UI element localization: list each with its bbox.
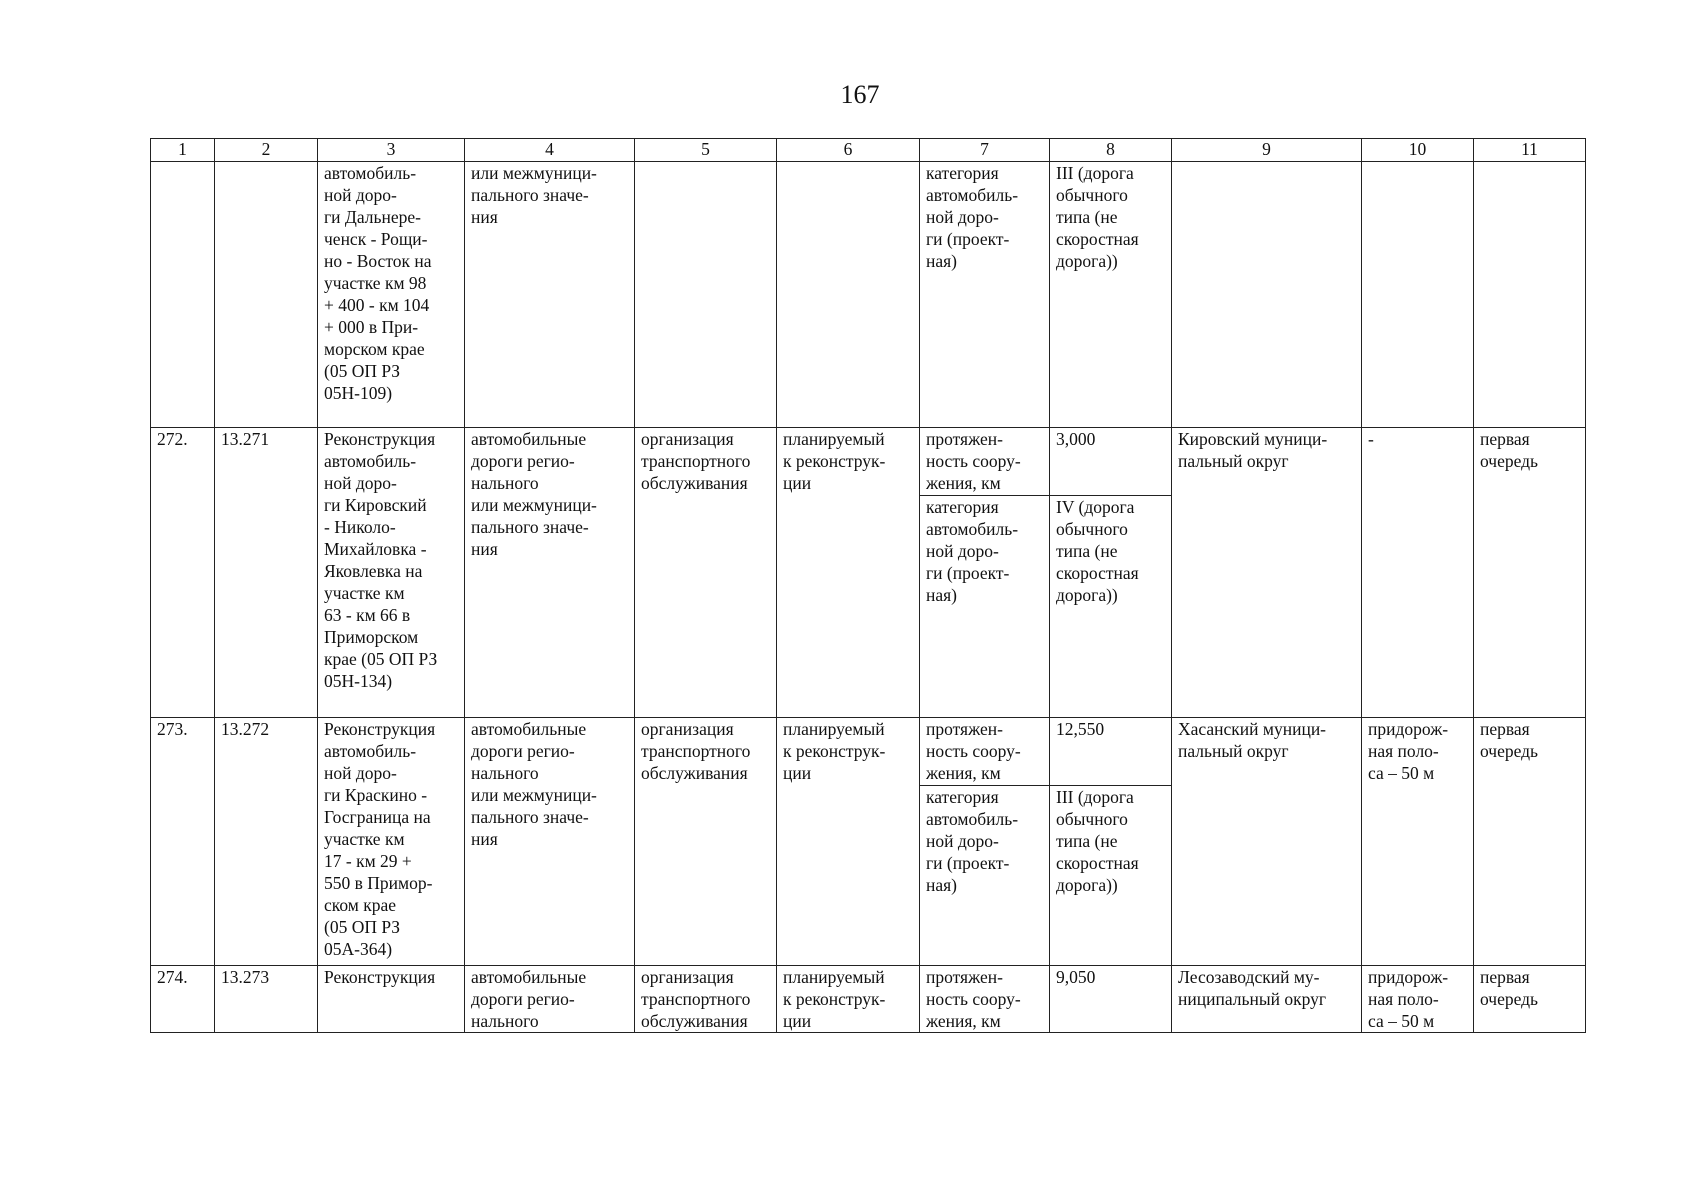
characteristic-value-cell: 12,550 [1050, 718, 1172, 786]
object-name-cell: Реконструкция автомобиль- ной доро- ги Краскино - Госграница на участке км 17 - км 29 + 550 в Примор- ском крае (05 ОП РЗ 05А-364) [318, 718, 465, 966]
stage-cell [1474, 162, 1586, 428]
characteristic-name-cell: категория автомобиль- ной доро- ги (проект- ная) [920, 786, 1050, 966]
stage-cell: первая очередь [1474, 718, 1586, 966]
characteristic-name-cell: протяжен- ность соору- жения, км [920, 428, 1050, 496]
object-type-cell: или межмуници- пального значе- ния [465, 162, 635, 428]
zone-cell: - [1362, 428, 1474, 718]
row-number-cell [151, 162, 215, 428]
characteristic-value-cell: 9,050 [1050, 966, 1172, 1033]
characteristic-name-cell: категория автомобиль- ной доро- ги (проект- ная) [920, 496, 1050, 718]
zone-cell: придорож- ная поло- са – 50 м [1362, 718, 1474, 966]
column-number: 9 [1172, 139, 1362, 162]
status-cell: планируемый к реконструк- ции [777, 966, 920, 1033]
object-type-cell: автомобильные дороги регио- нального или межмуници- пального значе- ния [465, 718, 635, 966]
stage-cell: первая очередь [1474, 428, 1586, 718]
characteristic-value-cell: IV (дорога обычного типа (не скоростная дорога)) [1050, 496, 1172, 718]
column-number: 5 [635, 139, 777, 162]
status-cell: планируемый к реконструк- ции [777, 428, 920, 718]
object-name-cell: Реконструкция [318, 966, 465, 1033]
purpose-cell: организация транспортного обслуживания [635, 718, 777, 966]
object-type-cell: автомобильные дороги регио- нального [465, 966, 635, 1033]
column-number: 8 [1050, 139, 1172, 162]
row-number-cell: 273. [151, 718, 215, 966]
location-cell [1172, 162, 1362, 428]
table-row [151, 718, 1586, 786]
table-row [151, 966, 1586, 1033]
column-number: 11 [1474, 139, 1586, 162]
purpose-cell: организация транспортного обслуживания [635, 428, 777, 718]
characteristic-name-cell: категория автомобиль- ной доро- ги (проект- ная) [920, 162, 1050, 428]
object-type-cell: автомобильные дороги регио- нального или межмуници- пального значе- ния [465, 428, 635, 718]
column-number-header [151, 139, 1586, 162]
zone-cell [1362, 162, 1474, 428]
column-number: 7 [920, 139, 1050, 162]
purpose-cell [635, 162, 777, 428]
row-number-cell: 272. [151, 428, 215, 718]
zone-cell: придорож- ная поло- са – 50 м [1362, 966, 1474, 1033]
row-code-cell: 13.271 [215, 428, 318, 718]
column-number: 1 [151, 139, 215, 162]
status-cell: планируемый к реконструк- ции [777, 718, 920, 966]
characteristic-name-cell: протяжен- ность соору- жения, км [920, 966, 1050, 1033]
column-number: 3 [318, 139, 465, 162]
table-row-continued [151, 162, 1586, 428]
column-number: 6 [777, 139, 920, 162]
column-number: 4 [465, 139, 635, 162]
characteristic-value-cell: 3,000 [1050, 428, 1172, 496]
status-cell [777, 162, 920, 428]
location-cell: Лесозаводский му- ниципальный округ [1172, 966, 1362, 1033]
row-code-cell [215, 162, 318, 428]
column-number: 2 [215, 139, 318, 162]
characteristic-value-cell: III (дорога обычного типа (не скоростная дорога)) [1050, 162, 1172, 428]
stage-cell: первая очередь [1474, 966, 1586, 1033]
location-cell: Хасанский муници- пальный округ [1172, 718, 1362, 966]
object-name-cell: автомобиль- ной доро- ги Дальнере- ченск - Рощи- но - Восток на участке км 98 + 400 - км 104 + 000 в При- морском крае (05 ОП РЗ 05Н-109) [318, 162, 465, 428]
objects-table [150, 138, 1586, 1033]
row-code-cell: 13.272 [215, 718, 318, 966]
column-number: 10 [1362, 139, 1474, 162]
row-number-cell: 274. [151, 966, 215, 1033]
table-row [151, 428, 1586, 496]
object-name-cell: Реконструкция автомобиль- ной доро- ги Кировский - Николо- Михайловка - Яковлевка на участке км 63 - км 66 в Приморском крае (05 ОП РЗ 05Н-134) [318, 428, 465, 718]
purpose-cell: организация транспортного обслуживания [635, 966, 777, 1033]
page-number: 167 [840, 80, 880, 109]
row-code-cell: 13.273 [215, 966, 318, 1033]
location-cell: Кировский муници- пальный округ [1172, 428, 1362, 718]
characteristic-value-cell: III (дорога обычного типа (не скоростная дорога)) [1050, 786, 1172, 966]
characteristic-name-cell: протяжен- ность соору- жения, км [920, 718, 1050, 786]
